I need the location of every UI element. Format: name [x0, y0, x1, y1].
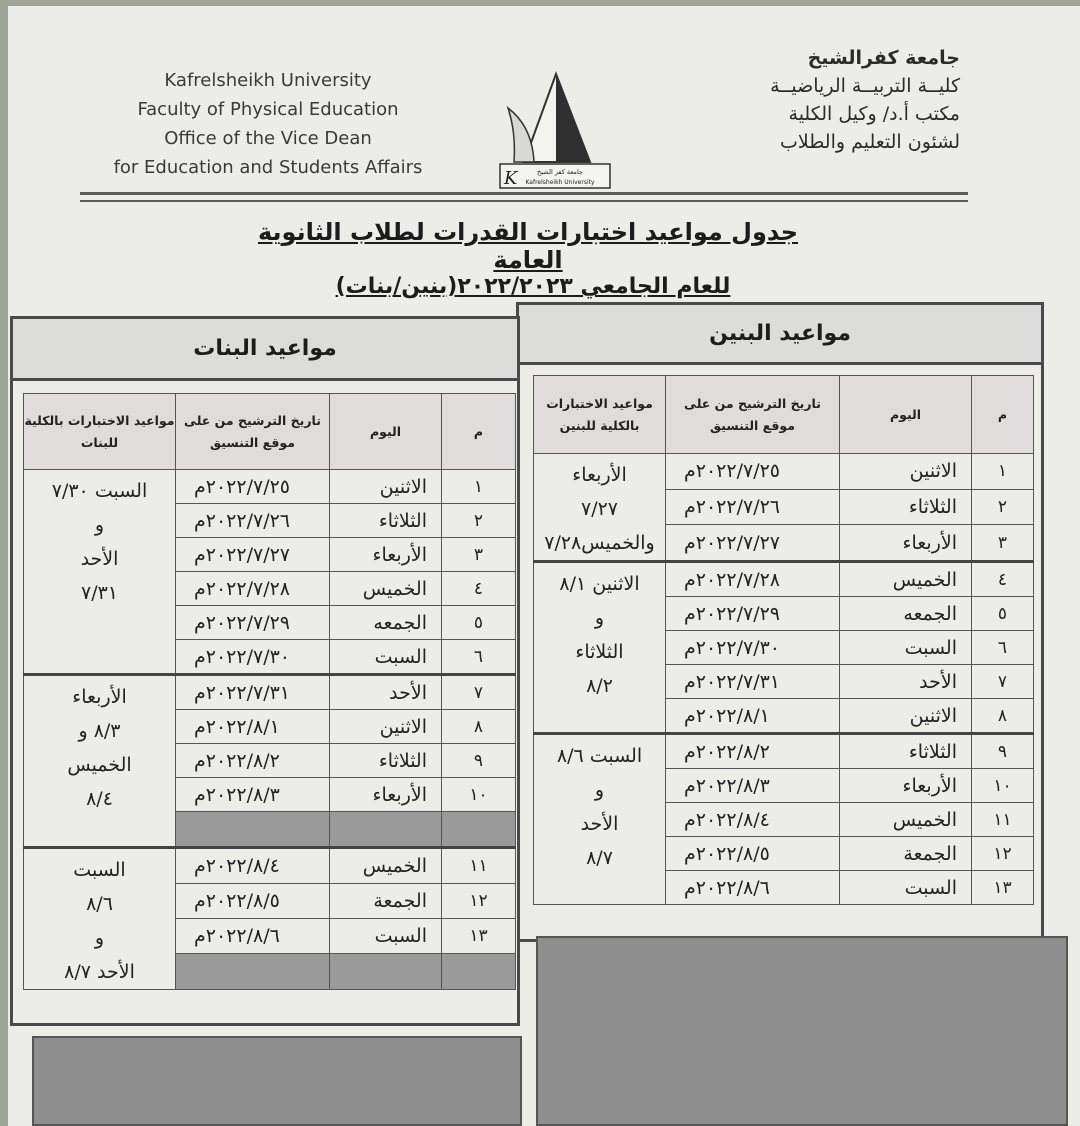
row-day: الخميس — [840, 562, 972, 597]
row-date: ٢٠٢٢/٨/٢م — [176, 744, 330, 778]
row-date: ٢٠٢٢/٨/٦م — [176, 918, 330, 953]
row-number: ١ — [442, 470, 516, 504]
exam-date-line: والخميس٧/٢٨ — [544, 532, 655, 554]
row-date: ٢٠٢٢/٧/٢٥م — [666, 454, 840, 490]
row-day: الثلاثاء — [330, 744, 442, 778]
exam-date-line: السبت ٧/٣٠ — [51, 480, 148, 502]
exam-date-line: الاثنين ٨/١ — [559, 573, 640, 595]
row-date: ٢٠٢٢/٧/٢٩م — [666, 597, 840, 631]
row-day: السبت — [840, 871, 972, 905]
row-date: ٢٠٢٢/٧/٢٩م — [176, 606, 330, 640]
row-date: ٢٠٢٢/٨/١م — [176, 710, 330, 744]
exam-date-line: و — [594, 607, 605, 629]
row-date: ٢٠٢٢/٧/٢٧م — [176, 538, 330, 572]
row-date: ٢٠٢٢/٧/٢٧م — [666, 525, 840, 562]
row-date: ٢٠٢٢/٧/٢٨م — [666, 562, 840, 597]
girls-col-num: م — [442, 394, 516, 470]
row-day: السبت — [840, 631, 972, 665]
row-number: ٦ — [972, 631, 1034, 665]
boys-col-exam: مواعيد الاختبارات بالكلية للبنين — [534, 376, 666, 454]
exam-dates-cell — [534, 454, 666, 562]
row-day: الاثنين — [330, 470, 442, 504]
row-number: ١٠ — [972, 769, 1034, 803]
table-row — [534, 454, 1034, 490]
table-row — [534, 734, 1034, 769]
row-date: ٢٠٢٢/٨/٦م — [666, 871, 840, 905]
row-date: ٢٠٢٢/٧/٣١م — [666, 665, 840, 699]
girls-col-day: اليوم — [330, 394, 442, 470]
girls-table — [23, 393, 516, 990]
boys-col-num: م — [972, 376, 1034, 454]
logo-sub: Kafrelsheikh University — [525, 179, 595, 186]
row-number: ١٣ — [442, 918, 516, 953]
faculty-name-ar: كليــة التربيــة الرياضيــة — [770, 75, 960, 97]
row-date: ٢٠٢٢/٨/١م — [666, 699, 840, 734]
header-divider — [80, 192, 968, 195]
row-day: الخميس — [840, 803, 972, 837]
exam-date-line: ٨/٢ — [586, 675, 613, 697]
exam-dates-cell — [24, 470, 176, 675]
empty-cell — [442, 953, 516, 989]
row-number: ٧ — [972, 665, 1034, 699]
girls-col-date: تاريخ الترشيح من على موقع التنسيق — [176, 394, 330, 470]
exam-date-line: ٧/٣١ — [80, 582, 119, 604]
row-number: ٥ — [442, 606, 516, 640]
university-name-en: Kafrelsheikh University — [164, 70, 372, 91]
university-name-ar: جامعة كفرالشيخ — [807, 47, 960, 69]
row-date: ٢٠٢٢/٨/٣م — [176, 778, 330, 812]
exam-date-line: الثلاثاء — [575, 641, 624, 663]
university-logo — [494, 68, 614, 194]
girls-schedule-panel — [10, 316, 520, 1026]
row-day: الأحد — [330, 675, 442, 710]
arabic-letterhead — [660, 44, 960, 156]
row-number: ٢ — [442, 504, 516, 538]
row-number: ١١ — [972, 803, 1034, 837]
row-day: السبت — [330, 918, 442, 953]
exam-date-line: الأربعاء — [572, 464, 627, 486]
row-day: الثلاثاء — [840, 489, 972, 525]
girls-col-exam: مواعيد الاختبارات بالكلية للبنات — [24, 394, 176, 470]
table-row — [24, 848, 516, 884]
row-date: ٢٠٢٢/٨/٤م — [666, 803, 840, 837]
row-date: ٢٠٢٢/٧/٢٥م — [176, 470, 330, 504]
table-row — [24, 470, 516, 504]
exam-dates-cell — [534, 734, 666, 905]
svg-text:K: K — [504, 168, 518, 189]
office-subtitle-en: for Education and Students Affairs — [113, 157, 423, 178]
table-row — [24, 675, 516, 710]
row-day: الأربعاء — [330, 538, 442, 572]
exam-date-line: الأحد — [580, 813, 619, 835]
row-number: ٤ — [972, 562, 1034, 597]
row-day: الأربعاء — [840, 525, 972, 562]
row-number: ٥ — [972, 597, 1034, 631]
row-day: السبت — [330, 640, 442, 675]
row-day: الثلاثاء — [840, 734, 972, 769]
exam-dates-cell — [534, 562, 666, 734]
row-date: ٢٠٢٢/٨/٤م — [176, 848, 330, 884]
exam-date-line: السبت — [73, 859, 126, 881]
exam-date-line: ٧/٢٧ — [580, 498, 619, 520]
row-date: ٢٠٢٢/٧/٣١م — [176, 675, 330, 710]
row-number: ١ — [972, 454, 1034, 490]
row-day: الثلاثاء — [330, 504, 442, 538]
row-number: ٣ — [442, 538, 516, 572]
row-number: ١٢ — [442, 884, 516, 919]
boys-empty-rows — [536, 936, 1068, 1126]
office-name-ar: مكتب أ.د/ وكيل الكلية — [788, 103, 960, 125]
boys-col-date: تاريخ الترشيح من على موقع التنسيق — [666, 376, 840, 454]
boys-table — [533, 375, 1034, 905]
exam-date-line: الأربعاء — [72, 686, 127, 708]
row-date: ٢٠٢٢/٨/٢م — [666, 734, 840, 769]
row-day: الجمعه — [840, 597, 972, 631]
row-date: ٢٠٢٢/٧/٢٨م — [176, 572, 330, 606]
row-number: ٣ — [972, 525, 1034, 562]
row-day: الأربعاء — [840, 769, 972, 803]
row-number: ٦ — [442, 640, 516, 675]
row-day: الاثنين — [840, 699, 972, 734]
header-divider-thin — [80, 200, 968, 202]
exam-date-line: و — [94, 927, 105, 949]
empty-cell — [330, 812, 442, 848]
row-date: ٢٠٢٢/٧/٣٠م — [176, 640, 330, 675]
logo-text: جامعة كفر الشيخ — [537, 168, 583, 176]
exam-date-line: السبت ٨/٦ — [556, 745, 643, 767]
empty-cell — [176, 953, 330, 989]
exam-date-line: ٨/٦ — [86, 893, 113, 915]
exam-date-line: ٨/٣ و — [78, 720, 121, 742]
row-day: الخميس — [330, 848, 442, 884]
row-number: ٩ — [442, 744, 516, 778]
row-number: ١٠ — [442, 778, 516, 812]
office-name-en: Office of the Vice Dean — [164, 128, 372, 149]
empty-cell — [176, 812, 330, 848]
row-number: ٧ — [442, 675, 516, 710]
exam-date-line: ٨/٧ — [586, 847, 613, 869]
row-day: الخميس — [330, 572, 442, 606]
row-number: ٤ — [442, 572, 516, 606]
row-number: ١٣ — [972, 871, 1034, 905]
row-day: الاثنين — [840, 454, 972, 490]
exam-date-line: الخميس — [67, 754, 132, 776]
empty-cell — [442, 812, 516, 848]
row-number: ٨ — [442, 710, 516, 744]
girls-empty-rows — [32, 1036, 522, 1126]
empty-cell — [330, 953, 442, 989]
row-date: ٢٠٢٢/٧/٣٠م — [666, 631, 840, 665]
row-date: ٢٠٢٢/٨/٣م — [666, 769, 840, 803]
row-date: ٢٠٢٢/٧/٢٦م — [666, 489, 840, 525]
boys-schedule-panel — [516, 302, 1044, 942]
row-date: ٢٠٢٢/٨/٥م — [176, 884, 330, 919]
faculty-name-en: Faculty of Physical Education — [137, 99, 399, 120]
row-date: ٢٠٢٢/٨/٥م — [666, 837, 840, 871]
row-number: ١١ — [442, 848, 516, 884]
exam-date-line: و — [594, 779, 605, 801]
boys-heading: مواعيد البنين — [519, 305, 1041, 365]
document-page — [8, 6, 1080, 1126]
exam-dates-cell — [24, 675, 176, 848]
boys-col-day: اليوم — [840, 376, 972, 454]
exam-dates-cell — [24, 848, 176, 990]
exam-date-line: ٨/٤ — [86, 788, 113, 810]
office-subtitle-ar: لشئون التعليم والطلاب — [779, 131, 960, 153]
exam-date-line: الأحد ٨/٧ — [64, 961, 135, 983]
academic-year-title: للعام الجامعي ٢٠٢٢/٢٠٢٣(بنين/بنات) — [335, 274, 731, 299]
document-title: جدول مواعيد اختبارات القدرات لطلاب الثانوية العامة — [257, 218, 799, 274]
row-day: الاثنين — [330, 710, 442, 744]
exam-date-line: الأحد — [80, 548, 119, 570]
table-row — [534, 562, 1034, 597]
row-day: الجمعة — [330, 884, 442, 919]
row-number: ٢ — [972, 489, 1034, 525]
row-number: ٨ — [972, 699, 1034, 734]
row-day: الجمعة — [840, 837, 972, 871]
row-day: الجمعه — [330, 606, 442, 640]
exam-date-line: و — [94, 514, 105, 536]
row-date: ٢٠٢٢/٧/٢٦م — [176, 504, 330, 538]
row-day: الأحد — [840, 665, 972, 699]
english-letterhead — [98, 66, 438, 182]
row-number: ١٢ — [972, 837, 1034, 871]
row-day: الأربعاء — [330, 778, 442, 812]
girls-heading: مواعيد البنات — [13, 319, 517, 381]
row-number: ٩ — [972, 734, 1034, 769]
